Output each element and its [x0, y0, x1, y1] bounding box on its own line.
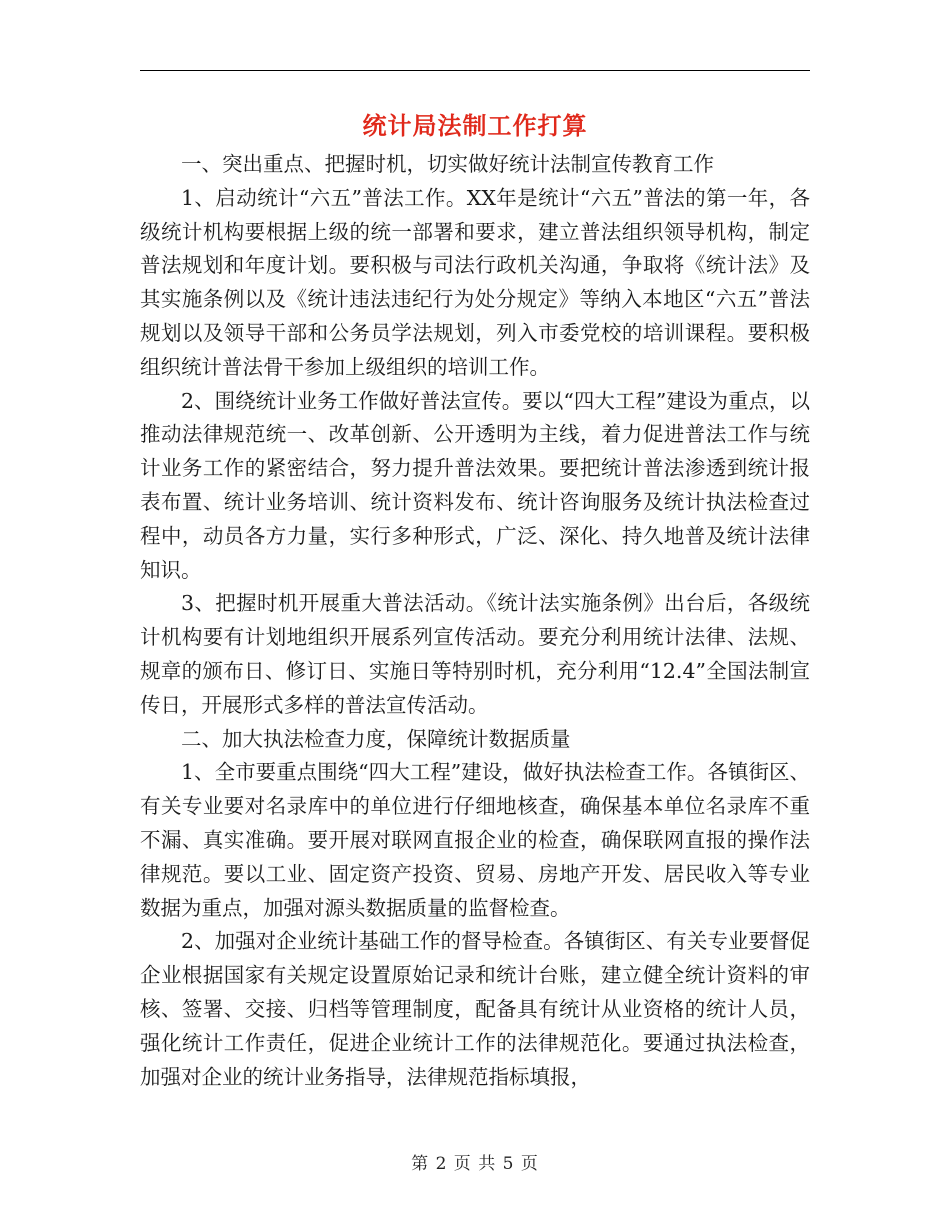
body-paragraph: 3、把握时机开展重大普法活动。《统计法实施条例》出台后，各级统计机构要有计划地组织开展系列宣传活动。要充分利用统计法律、法规、规章的颁布日、修订日、实施日等特别时机，充分利用“12.4”全国法制宣传日，开展形式多样的普法宣传活动。 [140, 591, 810, 717]
section-heading-1: 一、突出重点、把握时机，切实做好统计法制宣传教育工作 [181, 152, 714, 176]
body-paragraph: 2、加强对企业统计基础工作的督导检查。各镇街区、有关专业要督促企业根据国家有关规定设置原始记录和统计台账，建立健全统计资料的审核、签署、交接、归档等管理制度，配备具有统计从业资格的统计人员，强化统计工作责任，促进企业统计工作的法律规范化。要通过执法检查，加强对企业的统计业务指导，法律规范指标填报， [140, 929, 810, 1089]
document-body [140, 148, 810, 1094]
document-title: 统计局法制工作打算 [362, 111, 588, 140]
body-paragraph: 1、全市要重点围绕“四大工程”建设，做好执法检查工作。各镇街区、有关专业要对名录库中的单位进行仔细地核查，确保基本单位名录库不重不漏、真实准确。要开展对联网直报企业的检查，确保联网直报的操作法律规范。要以工业、固定资产投资、贸易、房地产开发、居民收入等专业数据为重点，加强对源头数据质量的监督检查。 [140, 760, 810, 920]
section-heading-2: 二、加大执法检查力度，保障统计数据质量 [181, 726, 571, 751]
page-number-footer: 第 2 页 共 5 页 [411, 1154, 539, 1174]
header-rule [140, 70, 810, 71]
body-paragraph: 2、围绕统计业务工作做好普法宣传。要以“四大工程”建设为重点，以推动法律规范统一、改革创新、公开透明为主线，着力促进普法工作与统计业务工作的紧密结合，努力提升普法效果。要把统计普法渗透到统计报表布置、统计业务培训、统计资料发布、统计咨询服务及统计执法检查过程中，动员各方力量，实行多种形式，广泛、深化、持久地普及统计法律知识。 [140, 388, 810, 582]
body-paragraph: 1、启动统计“六五”普法工作。XX年是统计“六五”普法的第一年，各级统计机构要根据上级的统一部署和要求，建立普法组织领导机构，制定普法规划和年度计划。要积极与司法行政机关沟通，争取将《统计法》及其实施条例以及《统计违法违纪行为处分规定》等纳入本地区“六五”普法规划以及领导干部和公务员学法规划，列入市委党校的培训课程。要积极组织统计普法骨干参加上级组织的培训工作。 [140, 185, 810, 379]
